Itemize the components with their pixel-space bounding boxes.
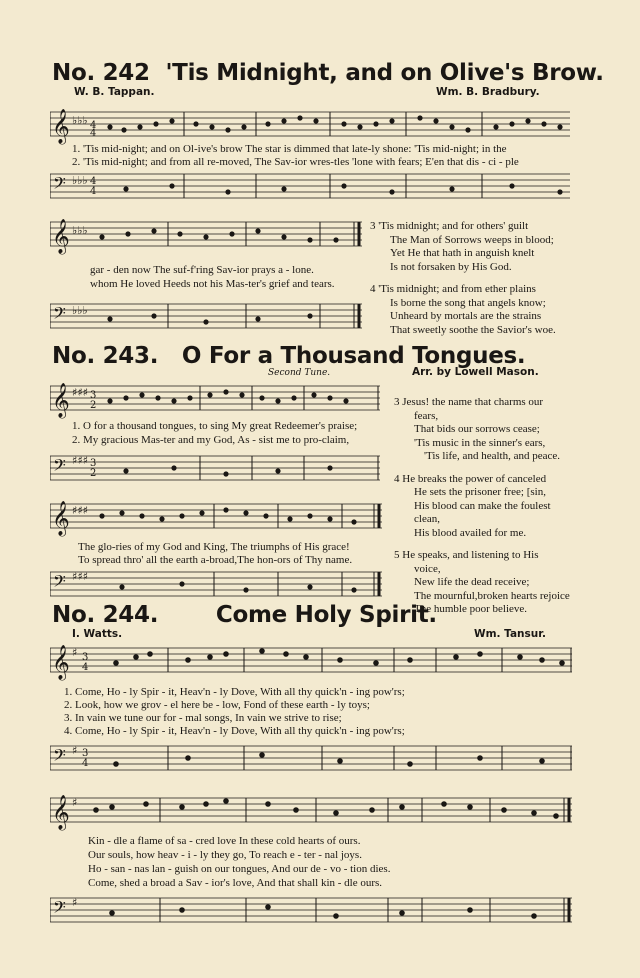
verse-line: His blood availed for me.	[414, 526, 527, 539]
verse-line: 5 He speaks, and listening to His	[394, 549, 539, 561]
hymn-243-staff-treble-1	[50, 376, 380, 426]
svg-text:4: 4	[82, 662, 89, 673]
hymn-242-lyric-2-v1: gar - den now The suf-f'ring Sav-ior prays a - lone.	[90, 264, 314, 276]
verse-line: Is not forsaken by His God.	[390, 260, 512, 273]
hymn-243-number: No. 243.	[52, 343, 159, 369]
hymn-244-title: Come Holy Spirit.	[215, 602, 437, 628]
hymn-242-staff-bass-2	[50, 298, 362, 338]
hymn-244-lyric-2-v2: Our souls, how heav - i - ly they go, To reach e - ter - nal joys.	[88, 849, 362, 861]
verse-line: His blood can make the foulest	[414, 499, 551, 512]
hymn-243-music-credit: Arr. by Lowell Mason.	[412, 366, 539, 378]
svg-text:♭♭♭: ♭♭♭	[72, 224, 88, 237]
hymn-242-lyric-2-v2: whom He loved Heeds not his Mas-ter's grief and tears.	[90, 278, 335, 290]
hymn-244-staff-bass-2	[50, 892, 572, 932]
verse-line: 4 He breaks the power of canceled	[394, 472, 547, 485]
hymn-243-verses	[394, 396, 570, 617]
verse-line: New life the dead receive;	[414, 576, 530, 588]
svg-text:3: 3	[82, 748, 89, 759]
svg-text:𝄞: 𝄞	[52, 501, 70, 536]
verse-line: 4 'Tis midnight; and from ether plains	[370, 283, 536, 295]
svg-text:♭♭♭: ♭♭♭	[72, 114, 88, 127]
hymn-244-music-credit: Wm. Tansur.	[474, 628, 546, 640]
hymn-243-tune-note: Second Tune.	[268, 368, 331, 378]
hymn-244-lyric-2-v4: Come, shed a broad a Sav - ior's love, And that shall kin - dle ours.	[88, 877, 383, 889]
hymn-243-staff-treble-2	[50, 494, 382, 544]
verse-line: 3 Jesus! the name that charms our	[394, 396, 544, 408]
hymn-242-lyric-1-v1: 1. 'Tis mid-night; and on Ol-ive's brow The star is dimmed that late-ly shone: 'Tis mid-night; in the	[72, 143, 507, 155]
hymn-242-number: No. 242	[52, 60, 150, 86]
hymn-242-heading	[52, 60, 604, 86]
svg-text:𝄢: 𝄢	[53, 303, 66, 327]
hymn-242-staff-bass-1	[50, 168, 570, 208]
hymn-244-staff-treble-2	[50, 788, 572, 838]
verse-line: Yet He that hath in anguish knelt	[390, 247, 535, 259]
staff-lines	[50, 112, 570, 136]
verse-line: The Man of Sorrows weeps in blood;	[390, 233, 554, 246]
verse-line: The humble poor believe.	[414, 603, 528, 615]
hymn-244-number: No. 244.	[52, 602, 159, 628]
verse-line: 'Tis music in the sinner's ears,	[414, 436, 546, 449]
hymn-243-staff-bass-1	[50, 450, 380, 490]
svg-text:3: 3	[90, 458, 97, 469]
svg-text:♭♭♭: ♭♭♭	[72, 174, 88, 187]
svg-text:4: 4	[90, 120, 97, 131]
svg-text:𝄢: 𝄢	[53, 745, 66, 769]
svg-text:♯♯♯: ♯♯♯	[72, 570, 88, 583]
svg-text:𝄢: 𝄢	[53, 571, 66, 595]
svg-text:4: 4	[82, 758, 89, 769]
svg-text:♯♯♯: ♯♯♯	[72, 504, 88, 517]
svg-text:♯: ♯	[72, 646, 78, 659]
hymn-244-heading	[52, 602, 437, 628]
hymn-243-lyric-2-v1: The glo-ries of my God and King, The triumphs of His grace!	[78, 541, 350, 553]
svg-text:♯♯♯: ♯♯♯	[72, 386, 88, 399]
svg-text:4: 4	[90, 176, 97, 187]
hymn-244-lyric-2-v1: Kin - dle a flame of sa - cred love In these cold hearts of ours.	[88, 835, 361, 847]
hymn-244-lyric-1-v4: 4. Come, Ho - ly Spir - it, Heav'n - ly Dove, With all thy quick'n - ing pow'rs;	[64, 725, 405, 737]
hymn-244-lyric-1-v3: 3. In vain we tune our for - mal songs, In vain we strive to rise;	[64, 712, 342, 724]
svg-text:♭♭♭: ♭♭♭	[72, 304, 88, 317]
verse-line: voice,	[414, 562, 441, 575]
svg-text:𝄞: 𝄞	[52, 219, 70, 254]
hymn-244-lyric-1-v1: 1. Come, Ho - ly Spir - it, Heav'n - ly Dove, With all thy quick'n - ing pow'rs;	[64, 686, 405, 698]
hymn-242-music-credit: Wm. B. Bradbury.	[436, 86, 540, 98]
verse-line: That sweetly soothe the Savior's woe.	[390, 323, 556, 336]
hymn-243-lyric-1-v1: 1. O for a thousand tongues, to sing My great Redeemer's praise;	[72, 420, 358, 432]
svg-text:2: 2	[90, 468, 97, 479]
hymn-244-staff-treble-1	[50, 638, 572, 688]
svg-text:2: 2	[90, 400, 97, 411]
verse-line: clean,	[414, 513, 440, 525]
svg-text:𝄢: 𝄢	[53, 455, 66, 479]
svg-text:4: 4	[90, 128, 97, 139]
verse-line: That bids our sorrows cease;	[414, 423, 540, 435]
verse-line: Unheard by mortals are the strains	[390, 310, 542, 322]
svg-text:𝄞: 𝄞	[52, 109, 70, 144]
svg-text:𝄢: 𝄢	[53, 897, 66, 921]
svg-text:♯: ♯	[72, 744, 78, 757]
hymn-242-verses	[370, 220, 556, 337]
hymn-244-words-credit: I. Watts.	[72, 628, 123, 640]
svg-text:𝄞: 𝄞	[52, 383, 70, 418]
svg-text:♯: ♯	[72, 896, 78, 909]
hymn-242-words-credit: W. B. Tappan.	[74, 86, 155, 98]
svg-text:♯♯♯: ♯♯♯	[72, 454, 88, 467]
svg-text:3: 3	[82, 652, 89, 663]
hymn-242-lyric-1-v2: 2. 'Tis mid-night; and from all re-moved, The Sav-ior wres-tles 'lone with fears; E'en that dis - ci - ple	[72, 156, 519, 168]
hymn-242-staff-treble-2	[50, 212, 362, 262]
svg-text:𝄞: 𝄞	[52, 795, 70, 830]
hymn-244-staff-bass-1	[50, 740, 572, 780]
hymn-243-staff-bass-2	[50, 566, 382, 606]
hymn-244-lyric-1-v2: 2. Look, how we grov - el here be - low, Fond of these earth - ly toys;	[64, 699, 370, 711]
hymn-243-title: O For a Thousand Tongues.	[181, 343, 526, 369]
hymn-242-title: 'Tis Midnight, and on Olive's Brow.	[165, 60, 604, 86]
svg-text:𝄞: 𝄞	[52, 645, 70, 680]
verse-line: 3 'Tis midnight; and for others' guilt	[370, 220, 529, 232]
hymn-243-lyric-1-v2: 2. My gracious Mas-ter and my God, As - sist me to pro-claim,	[72, 434, 350, 446]
svg-text:4: 4	[90, 186, 97, 197]
verse-line: Is borne the song that angels know;	[390, 296, 546, 309]
hymn-244-lyric-2-v3: Ho - san - nas lan - guish on our tongues, And our de - vo - tion dies.	[88, 863, 391, 875]
svg-text:♯: ♯	[72, 796, 78, 809]
verse-line: fears,	[414, 409, 439, 422]
svg-text:3: 3	[90, 390, 97, 401]
hymn-243-lyric-2-v2: To spread thro' all the earth a-broad,The hon-ors of Thy name.	[78, 554, 353, 566]
verse-line: He sets the prisoner free; [sin,	[414, 486, 546, 498]
svg-text:𝄢: 𝄢	[53, 173, 66, 197]
verse-line: 'Tis life, and health, and peace.	[424, 450, 560, 462]
verse-line: The mournful,broken hearts rejoice	[414, 589, 570, 602]
